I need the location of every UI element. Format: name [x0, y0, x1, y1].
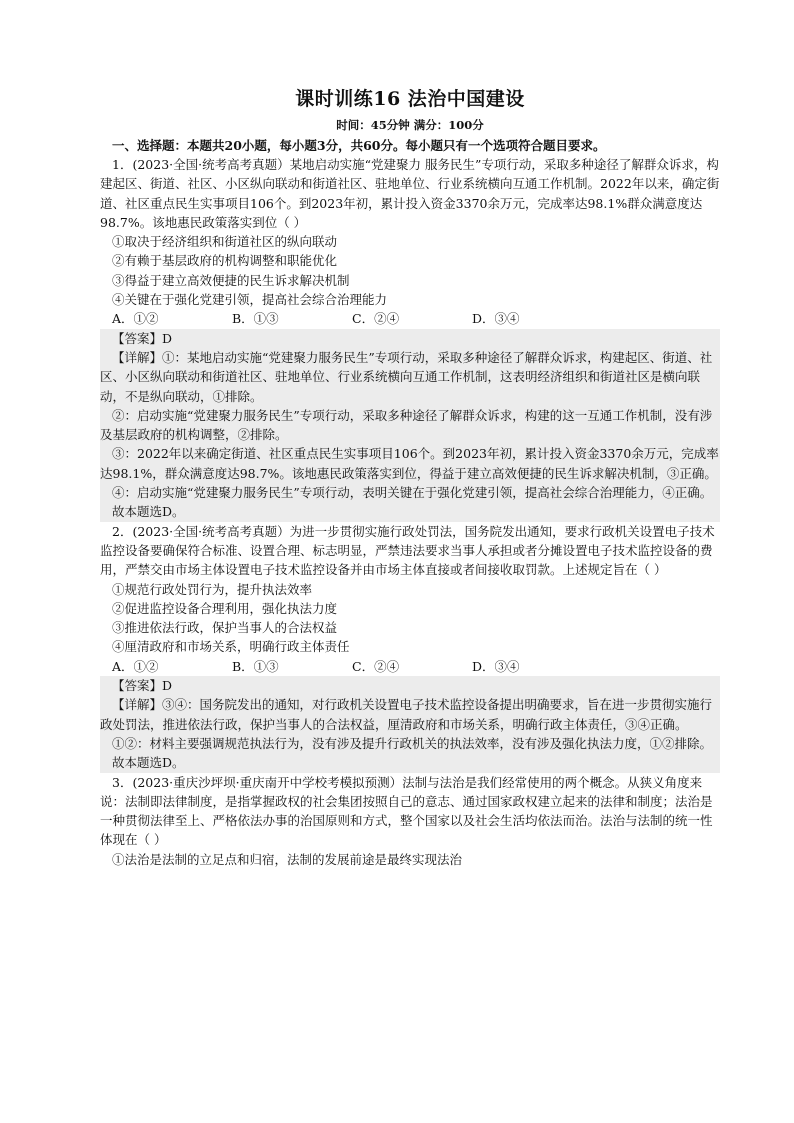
q2-answer-block	[100, 676, 720, 772]
q1-detail-4: ④：启动实施“党建聚力服务民生”专项行动，表明关键在于强化党建引领，提高社会综合治理能力，④正确。	[112, 485, 713, 501]
q2-detail-2: ①②：材料主要强调规范执法行为，没有涉及提升行政机关的执法效率，没有涉及强化执法力度，①②排除。	[112, 735, 713, 751]
q1-choice-d: D．③④	[472, 311, 520, 327]
q2-choice-a: A．①②	[112, 658, 159, 674]
q2-option-2: ②促进监控设备合理利用，强化执法力度	[112, 600, 338, 616]
q1-choice-a: A．①②	[112, 311, 159, 327]
q1-option-4: ④关键在于强化党建引领，提高社会综合治理能力	[112, 292, 388, 308]
q2-stem: 2．(2023·全国·统考高考真题）为进一步贯彻实施行政处罚法，国务院发出通知，要求行政机关设置电子技术监控设备要确保符合标准、设置合理、标志明显，严禁违法要求当事人承担或者分摊设置电子技术监控设备的费用，严禁交由市场主体设置电子技术监控设备并由市场主体直接或者间接收取罚款。上述规定旨在（ ）	[100, 523, 715, 578]
q1-choices	[100, 309, 720, 328]
q1-answer: 【答案】D	[112, 330, 173, 346]
q1-detail-1: 【详解】①：某地启动实施“党建聚力服务民生”专项行动，采取多种途径了解群众诉求，构建起区、街道、社区、小区纵向联动和街道社区、驻地单位、行业系统横向互通工作机制，这表明经济组织和街道社区是横向联动，不是纵向联动，①排除。	[100, 349, 713, 404]
q2-choices	[100, 657, 720, 676]
q2-choice-d: D．③④	[472, 658, 520, 674]
q3-option-1: ①法治是法制的立足点和归宿，法制的发展前途是最终实现法治	[112, 851, 463, 867]
q2-detail-3: 故本题选D。	[112, 755, 185, 771]
q1-stem: 1．(2023·全国·统考高考真题）某地启动实施“党建聚力 服务民生”专项行动，采取多种途径了解群众诉求，构建起区、街道、社区、小区纵向联动和街道社区、驻地单位、行业系统横向互通工作机制。2022年以来，确定街道、社区重点民生实事项目106个。到2023年初，累计投入资金3370余万元，完成率达98.1%群众满意度达98.7%。该地惠民政策落实到位（ ）	[100, 157, 720, 230]
q2-detail-1: 【详解】③④：国务院发出的通知，对行政机关设置电子技术监控设备提出明确要求，旨在进一步贯彻实施行政处罚法，推进依法行政，保护当事人的合法权益，厘清政府和市场关系，明确行政主体责任，③④正确。	[100, 697, 713, 732]
q1-detail-3: ③：2022年以来确定街道、社区重点民生实事项目106个。到2023年初，累计投入资金3370余万元，完成率达98.1%，群众满意度达98.7%。该地惠民政策落实到位，得益于建立高效便捷的民生诉求解决机制，③正确。	[100, 446, 719, 481]
q2-option-4: ④厘清政府和市场关系，明确行政主体责任	[112, 639, 350, 655]
exam-meta: 时间：45分钟 满分：100分	[336, 118, 484, 132]
q3-stem: 3．(2023·重庆沙坪坝·重庆南开中学校考模拟预测）法制与法治是我们经常使用的两个概念。从狭义角度来说：法制即法律制度，是指掌握政权的社会集团按照自己的意志、通过国家政权建立起来的法律和制度；法治是一种贯彻法律至上、严格依法办事的治国原则和方式，整个国家以及社会生活均依法而治。法治与法制的统一性体现在（ ）	[100, 774, 713, 848]
q2-choice-c: C．②④	[352, 658, 400, 674]
page-title: 课时训练16 法治中国建设	[295, 88, 525, 110]
q1-choice-b: B．①③	[232, 311, 279, 327]
section-heading: 一、选择题：本题共20小题，每小题3分，共60分。每小题只有一个选项符合题目要求。	[112, 138, 606, 153]
q1-option-3: ③得益于建立高效便捷的民生诉求解决机制	[112, 272, 350, 288]
q1-answer-block	[100, 329, 720, 522]
document-page	[100, 84, 720, 869]
q2-choice-b: B．①③	[232, 658, 279, 674]
q1-detail-5: 故本题选D。	[112, 504, 185, 520]
q1-option-1: ①取决于经济组织和街道社区的纵向联动	[112, 234, 338, 250]
q1-choice-c: C．②④	[352, 311, 400, 327]
q2-option-3: ③推进依法行政，保护当事人的合法权益	[112, 620, 338, 636]
q1-detail-2: ②：启动实施“党建聚力服务民生”专项行动，采取多种途径了解群众诉求，构建的这一互通工作机制，没有涉及基层政府的机构调整，②排除。	[100, 407, 713, 443]
q1-option-2: ②有赖于基层政府的机构调整和职能优化	[112, 253, 338, 269]
q2-option-1: ①规范行政处罚行为，提升执法效率	[112, 581, 313, 597]
q2-answer: 【答案】D	[112, 678, 173, 694]
